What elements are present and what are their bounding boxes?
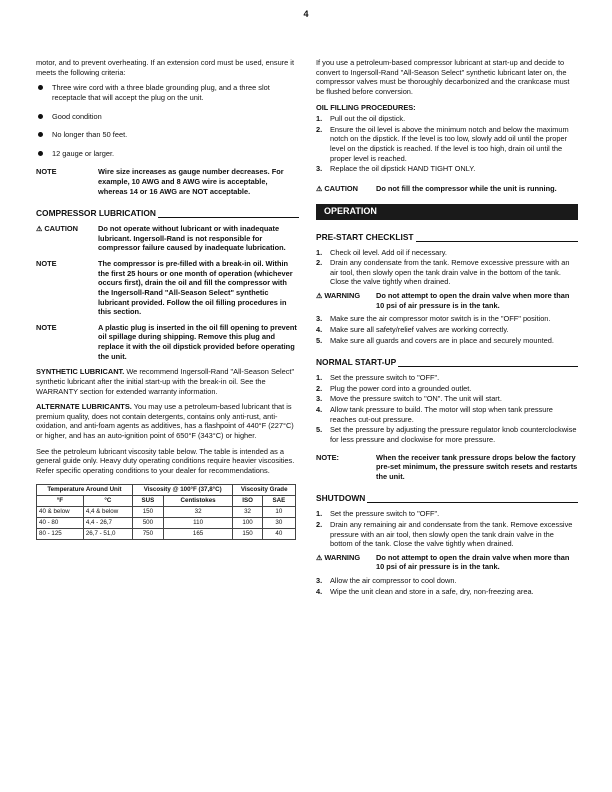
note-text: The compressor is pre-filled with a break-in oil. Within the first 25 hours or one month of operation (whichever occurs first), drain the oil and fill the compressor with the Ingersoll-Rand "All-Season Select" synthetic lubricant provided. Follow the oil filling procedures in this section. [98, 259, 293, 317]
shutdown-steps [316, 509, 578, 549]
list-item: 1. Set the pressure switch to "OFF". [316, 509, 440, 519]
table-cell: 500 [132, 517, 163, 528]
prestart-steps [316, 248, 578, 288]
list-item: 2. Drain any condensate from the tank. Remove excessive pressure with an air tool, then slowly open the tank drain valve in the bottom of the tank. Close the valve tightly when drained. [316, 258, 578, 287]
table-group-header: Viscosity Grade [233, 484, 296, 495]
warning-triangle-icon: ⚠ [316, 554, 323, 562]
caution-lubricant [36, 224, 299, 253]
table-cell: 4,4 & below [83, 506, 132, 517]
alternate-lubricants-paragraph [36, 402, 299, 441]
table-cell: 32 [233, 506, 262, 517]
warning-triangle-icon: ⚠ [316, 293, 323, 301]
column-header: SAE [262, 495, 295, 506]
table-cell: 150 [233, 528, 262, 539]
table-cell: 40 [262, 528, 295, 539]
list-item: 3. Allow the air compressor to cool down. [316, 576, 457, 586]
oil-filling-heading: OIL FILLING PROCEDURES: [316, 102, 416, 112]
list-item: 3. Replace the oil dipstick HAND TIGHT ONLY. [316, 164, 476, 174]
step-text: Ensure the oil level is above the minimum notch and below the maximum notch on the dipstick. If the level is too low, slowly add oil until the proper level on the dipstick is reached. If the level is too high, drain oil until the proper level is reached. [330, 124, 569, 163]
table-cell: 80 - 125 [37, 528, 84, 539]
list-item: 2. Drain any remaining air and condensate from the tank. Remove excessive pressure with an air tool, then slowly open the tank drain valve in the bottom of the tank. Close the valve tightly when drained. [316, 520, 578, 549]
table-cell: 110 [163, 517, 233, 528]
step-text: Wipe the unit clean and store in a safe, dry, non-freezing area. [330, 586, 534, 596]
section-heading-lubrication [36, 208, 299, 219]
list-item: Three wire cord with a three blade grounding plug, and a three slot receptacle that will accept the plug on the unit. [36, 83, 299, 102]
step-text: Replace the oil dipstick HAND TIGHT ONLY. [330, 164, 476, 174]
table-cell: 165 [163, 528, 233, 539]
note-wire-size [36, 167, 299, 196]
table-group-header: Viscosity @ 100°F (37,8°C) [132, 484, 232, 495]
normal-startup-steps [316, 373, 578, 444]
paragraph-text: We recommend Ingersoll-Rand "All-Season Select" synthetic lubricant after the initial start-up with the break-in oil. See the WARRANTY section for extended warranty information. [36, 367, 295, 396]
paragraph-text: You may use a petroleum-based lubricant that is premium quality, does not contain detergents, contains only anti-rust, anti-oxidation, and anti-foam agents as additives, has a flashpoint of 440°F (227°C) or higher, and has an auto-ignition point of 650°F (343°C) or higher. [36, 402, 294, 441]
shutdown-steps-continued [316, 576, 578, 596]
table-cell: 40 & below [37, 506, 84, 517]
section-heading-normal-startup [316, 357, 578, 368]
list-item: 2. Ensure the oil level is above the minimum notch and below the maximum notch on the dipstick. If the level is too low, slowly add oil until the proper level on the dipstick is reached. If the level is too high, drain oil until the proper level is reached. [316, 125, 578, 164]
left-column [36, 58, 299, 540]
list-item: 5. Set the pressure by adjusting the pressure regulator knob counterclockwise for less pressure and clockwise for more pressure. [316, 425, 577, 444]
conversion-paragraph: If you use a petroleum-based compressor lubricant at start-up and decide to convert to Ingersoll-Rand "All-Season Select" synthetic lubricant later on, the compressor valves must be thoroughly decarbonized and the crankcase must be flushed before conversion. [316, 58, 570, 96]
step-text: Allow tank pressure to build. The motor will stop when tank pressure reaches cut-out pressure. [330, 405, 553, 424]
step-text: Set the pressure by adjusting the pressure regulator knob counterclockwise for less pressure and clockwise for more pressure. [330, 425, 577, 444]
note-label: NOTE [36, 322, 57, 332]
operation-banner: OPERATION [316, 204, 578, 220]
list-item: Good condition [36, 112, 299, 122]
warning-label: WARNING [324, 291, 361, 301]
table-row [37, 506, 296, 517]
table-cell: 26,7 - 51,0 [83, 528, 132, 539]
step-text: Pull out the oil dipstick. [330, 114, 406, 124]
prestart-steps-continued [316, 314, 578, 345]
caution-text: Do not operate without lubricant or with inadequate lubricant. Ingersoll-Rand is not responsible for compressor failure caused by inadequate lubrication. [98, 224, 286, 253]
step-text: Make sure all guards and covers are in place and securely mounted. [330, 335, 554, 345]
column-header: ISO [233, 495, 262, 506]
column-header: °C [83, 495, 132, 506]
note-break-in-oil [36, 259, 299, 317]
runin-label: SYNTHETIC LUBRICANT. [36, 367, 125, 377]
list-item: 1. Pull out the oil dipstick. [316, 114, 406, 124]
step-text: Make sure the air compressor motor switch is in the "OFF" position. [330, 314, 551, 324]
oil-filling-steps [316, 114, 578, 174]
note-text: A plastic plug is inserted in the oil fill opening to prevent oil spillage during shipping. Remove this plug and replace it with the oil dipstick provided before operating the unit. [98, 322, 297, 361]
table-cell: 10 [262, 506, 295, 517]
list-item: 3. Make sure the air compressor motor switch is in the "OFF" position. [316, 314, 551, 324]
extension-cord-criteria [36, 83, 299, 158]
warning-drain-valve-shutdown [316, 553, 578, 572]
note-text: Wire size increases as gauge number decreases. For example, 10 AWG and 8 AWG wire is acceptable, whereas 14 or 16 AWG are NOT acceptable. [98, 167, 284, 196]
table-cell: 100 [233, 517, 262, 528]
step-text: Allow the air compressor to cool down. [330, 576, 457, 586]
table-row [37, 528, 296, 539]
step-text: Move the pressure switch to "ON". The unit will start. [330, 394, 502, 404]
note-plastic-plug [36, 323, 299, 362]
step-text: Check oil level. Add oil if necessary. [330, 247, 447, 257]
section-heading-shutdown [316, 493, 578, 504]
warning-triangle-icon: ⚠ [36, 226, 43, 234]
list-item: No longer than 50 feet. [36, 130, 299, 140]
note-label: NOTE: [316, 452, 339, 462]
right-column [316, 58, 578, 600]
caution-label: CAUTION [44, 224, 79, 234]
heading-text: SHUTDOWN [316, 493, 366, 504]
list-item: 4. Allow tank pressure to build. The motor will stop when tank pressure reaches cut-out pressure. [316, 405, 578, 424]
note-label: NOTE [36, 259, 57, 269]
table-row [37, 517, 296, 528]
list-item: 5. Make sure all guards and covers are in place and securely mounted. [316, 335, 554, 345]
step-text: Drain any condensate from the tank. Remove excessive pressure with an air tool, then slowly open the tank drain valve in the bottom of the tank. Close the valve tightly when drained. [330, 258, 570, 287]
table-cell: 4,4 - 26,7 [83, 517, 132, 528]
warning-label: WARNING [324, 552, 361, 562]
heading-text: PRE-START CHECKLIST [316, 231, 414, 242]
list-item: 4. Make sure all safety/relief valves are working correctly. [316, 324, 509, 334]
table-group-header: Temperature Around Unit [37, 484, 133, 495]
table-cell: 30 [262, 517, 295, 528]
step-text: Set the pressure switch to "OFF". [330, 373, 440, 383]
runin-label: ALTERNATE LUBRICANTS. [36, 402, 132, 412]
table-cell: 40 - 80 [37, 517, 84, 528]
note-label: NOTE [36, 167, 57, 177]
heading-text: NORMAL START-UP [316, 357, 397, 368]
table-cell: 750 [132, 528, 163, 539]
column-header: °F [37, 495, 84, 506]
warning-text: Do not attempt to open the drain valve when more than 10 psi of air pressure is in the tank. [376, 291, 570, 310]
extension-cord-intro: motor, and to prevent overheating. If an extension cord must be used, ensure it meets the following criteria: [36, 58, 295, 77]
step-text: Set the pressure switch to "OFF". [330, 509, 440, 519]
step-text: Plug the power cord into a grounded outlet. [330, 383, 472, 393]
caution-filling [316, 184, 578, 194]
list-item: 3. Move the pressure switch to "ON". The unit will start. [316, 394, 502, 404]
section-heading-prestart [316, 232, 578, 243]
page-number: 4 [303, 9, 309, 19]
step-text: Drain any remaining air and condensate from the tank. Remove excessive pressure with an air tool, then slowly open the tank drain valve in the bottom of the tank. Close the valve tightly when drained. [330, 519, 573, 549]
heading-text: COMPRESSOR LUBRICATION [36, 208, 156, 219]
viscosity-table [36, 484, 296, 540]
list-item: 4. Wipe the unit clean and store in a safe, dry, non-freezing area. [316, 586, 534, 596]
column-header: Centistokes [163, 495, 233, 506]
list-item: 12 gauge or larger. [36, 149, 299, 159]
list-item: 2. Plug the power cord into a grounded outlet. [316, 383, 472, 393]
caution-label: CAUTION [324, 183, 359, 193]
synthetic-lubricant-paragraph [36, 367, 299, 396]
caution-text: Do not fill the compressor while the unit is running. [376, 183, 557, 193]
list-item: 1. Set the pressure switch to "OFF". [316, 373, 440, 383]
warning-triangle-icon: ⚠ [316, 185, 323, 193]
column-header: SUS [132, 495, 163, 506]
table-cell: 150 [132, 506, 163, 517]
table-cell: 32 [163, 506, 233, 517]
note-text: When the receiver tank pressure drops below the factory pre-set minimum, the pressure switch resets and restarts the unit. [376, 452, 578, 481]
step-text: Make sure all safety/relief valves are working correctly. [330, 324, 509, 334]
list-item: 1. Check oil level. Add oil if necessary. [316, 247, 447, 257]
warning-text: Do not attempt to open the drain valve when more than 10 psi of air pressure is in the tank. [376, 552, 570, 572]
viscosity-table-intro: See the petroleum lubricant viscosity table below. The table is intended as a general guide only. Heavy duty operating conditions require heavier viscosities. Refer specific operating conditions to your dealer for recommendations. [36, 446, 295, 475]
warning-drain-valve [316, 291, 578, 310]
note-pressure-switch [316, 453, 578, 482]
